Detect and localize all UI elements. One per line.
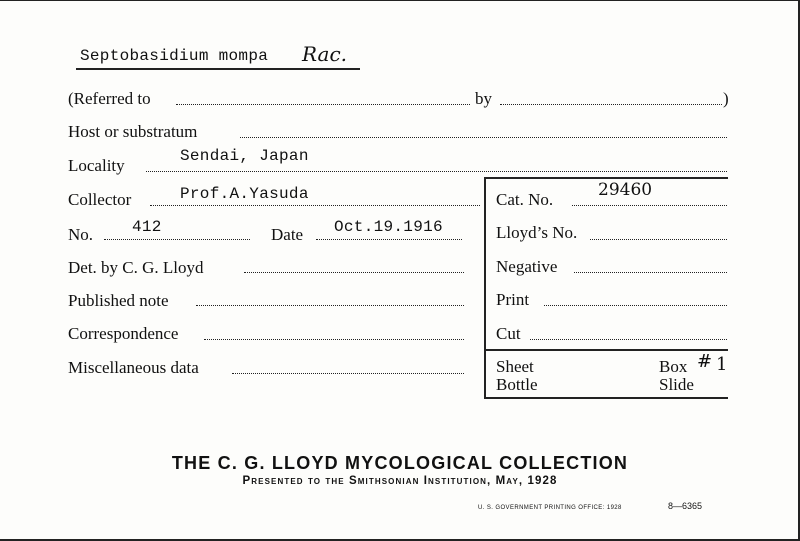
- collector-line: [150, 205, 480, 206]
- cat-no-label: Cat. No.: [496, 190, 554, 209]
- printing-office-imprint: U. S. GOVERNMENT PRINTING OFFICE: 1928: [478, 505, 622, 511]
- negative-label: Negative: [496, 257, 558, 276]
- cut-line: [530, 339, 727, 340]
- lloyds-no-line: [590, 239, 727, 240]
- species-annotation: Rac.: [302, 42, 347, 66]
- by-label: by: [475, 89, 492, 108]
- locality-label: Locality: [68, 156, 125, 175]
- bottle-label: Bottle: [496, 375, 538, 394]
- correspondence-line: [204, 339, 464, 340]
- collector-value: Prof.A.Yasuda: [180, 185, 309, 203]
- box-divider: [484, 349, 728, 351]
- referred-to-line: [176, 104, 470, 105]
- lloyds-no-label: Lloyd’s No.: [496, 223, 578, 242]
- sheet-label: Sheet: [496, 357, 534, 376]
- species-name: Septobasidium mompa: [80, 47, 269, 65]
- no-line: [104, 239, 250, 240]
- no-label: No.: [68, 225, 94, 244]
- box-frame-bottom: [484, 397, 728, 399]
- collector-label: Collector: [68, 190, 132, 209]
- correspondence-label: Correspondence: [68, 324, 179, 343]
- box-value: 1: [716, 354, 728, 375]
- date-value: Oct.19.1916: [334, 218, 443, 236]
- date-line: [316, 239, 462, 240]
- det-by-label: Det. by C. G. Lloyd: [68, 258, 204, 277]
- referred-to-label: (Referred to: [68, 89, 151, 108]
- negative-line: [574, 272, 727, 273]
- det-by-line: [244, 272, 464, 273]
- by-line: [500, 104, 722, 105]
- cat-no-value: 29460: [598, 180, 653, 200]
- locality-line: [146, 171, 727, 172]
- print-label: Print: [496, 290, 530, 309]
- no-value: 412: [132, 218, 162, 236]
- misc-data-line: [232, 373, 464, 374]
- published-note-line: [196, 305, 464, 306]
- cat-no-line: [572, 205, 727, 206]
- close-paren: ): [723, 89, 729, 108]
- host-label: Host or substratum: [68, 122, 198, 141]
- date-label: Date: [271, 225, 304, 244]
- form-code: 8—6365: [668, 501, 703, 511]
- misc-data-label: Miscellaneous data: [68, 358, 199, 377]
- box-hash: #: [697, 351, 713, 372]
- locality-value: Sendai, Japan: [180, 147, 309, 165]
- collection-subtitle: Presented to the Smithsonian Institution, May, 1928: [242, 475, 558, 487]
- box-frame-left: [484, 177, 486, 398]
- species-underline: [76, 68, 360, 70]
- collection-title: THE C. G. LLOYD MYCOLOGICAL COLLECTION: [171, 453, 629, 473]
- cut-label: Cut: [496, 324, 521, 343]
- box-label: Box: [659, 357, 688, 376]
- slide-label: Slide: [659, 375, 694, 394]
- print-line: [544, 305, 727, 306]
- host-line: [240, 137, 727, 138]
- published-note-label: Published note: [68, 291, 169, 310]
